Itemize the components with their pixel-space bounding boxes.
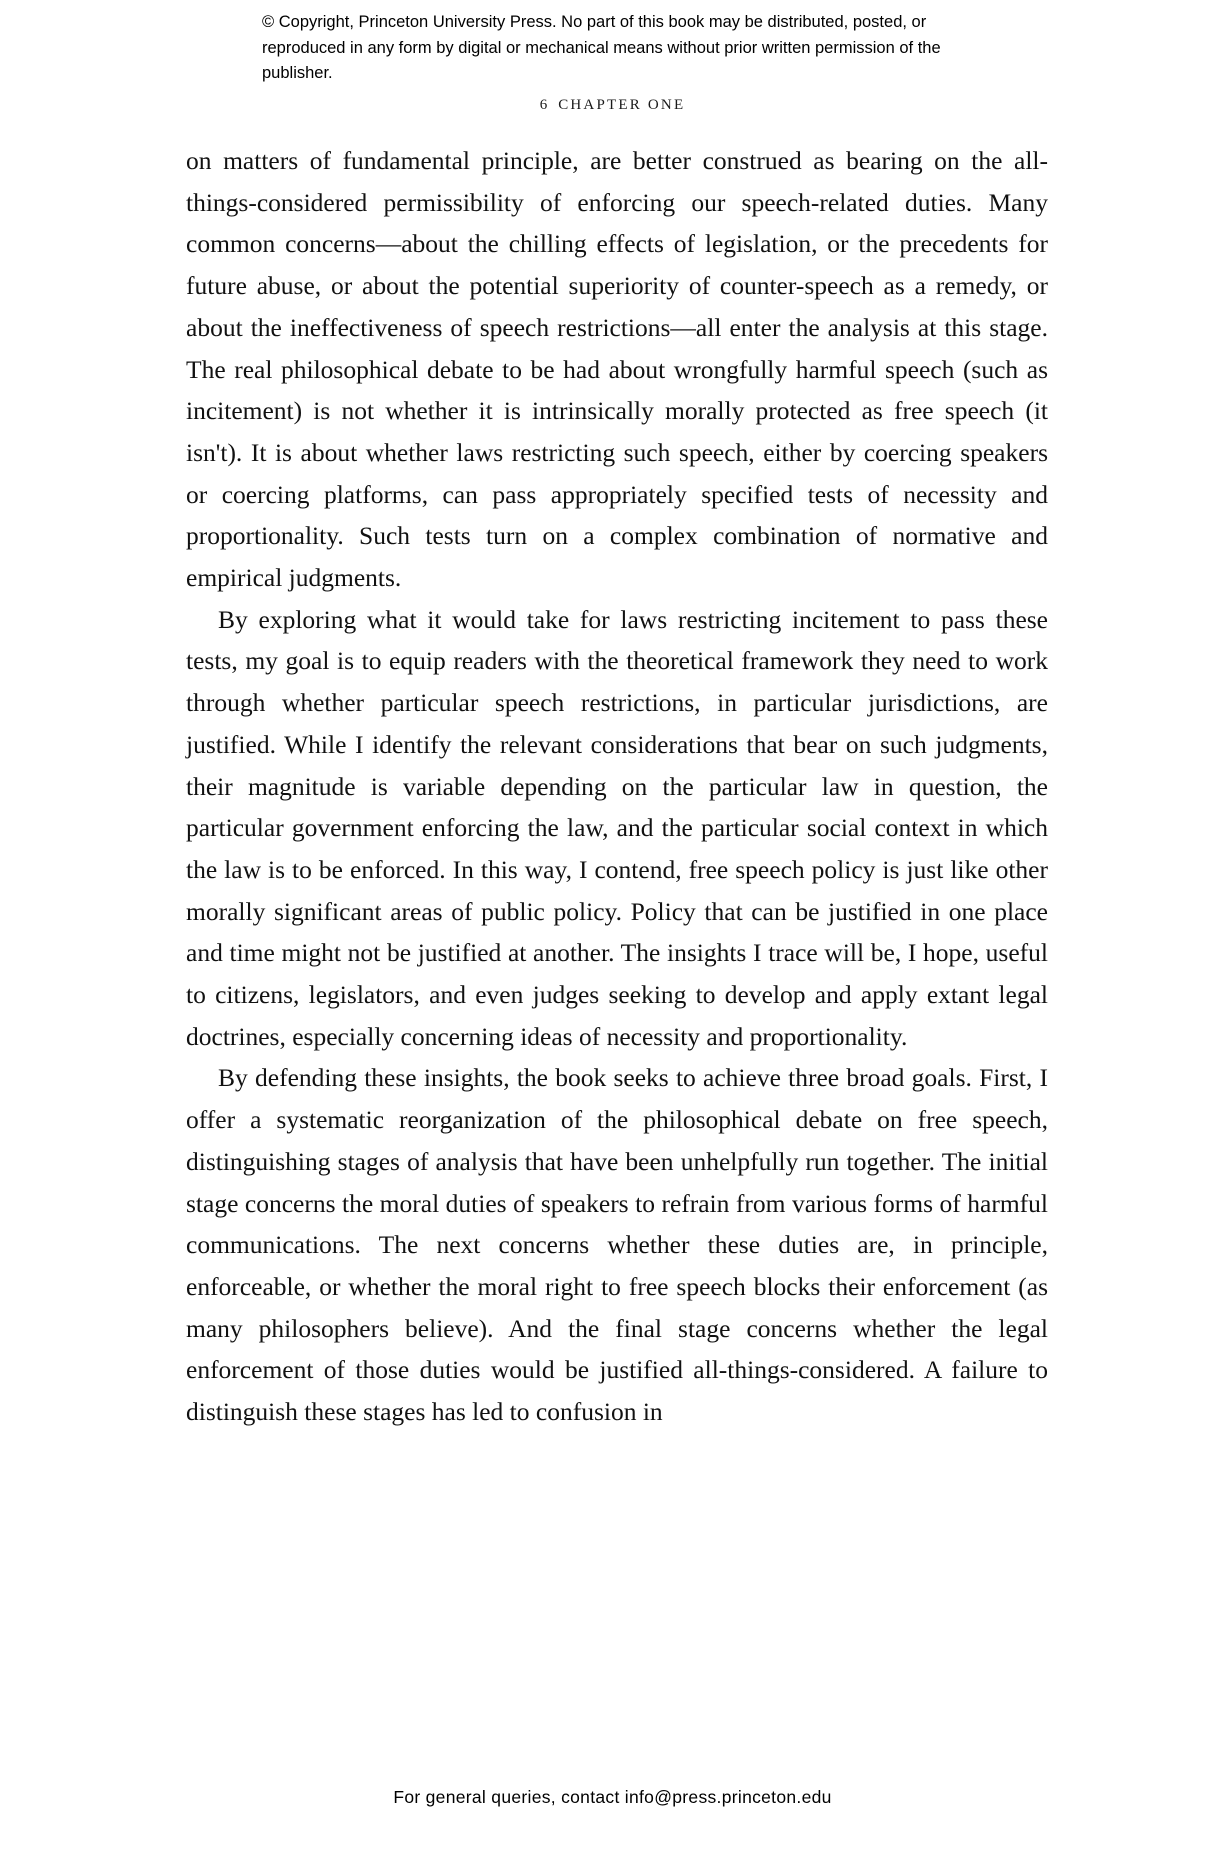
page-number: 6 xyxy=(539,97,549,113)
body-text xyxy=(186,140,1048,1433)
paragraph: By defending these insights, the book seeks to achieve three broad goals. First, I offer a systematic reorganization of the philosophical debate on free speech, distinguishing stages of analysis that have been unhelpfully run together. The initial stage concerns the moral duties of speakers to refrain from various forms of harmful communications. The next concerns whether these duties are, in principle, enforceable, or whether the moral right to free speech blocks their enforcement (as many philosophers believe). And the final stage concerns whether the legal enforcement of those duties would be justified all-things-considered. A failure to distinguish these stages has led to confusion in xyxy=(186,1063,1048,1427)
chapter-title: CHAPTER ONE xyxy=(558,97,686,113)
copyright-notice: © Copyright, Princeton University Press. No part of this book may be distributed, posted, or reproduced in any form by digital or mechanical means without prior written permission of the publisher. xyxy=(262,13,941,83)
running-head xyxy=(0,97,1225,114)
paragraph: on matters of fundamental principle, are better construed as bearing on the all-things-considered permissibility of enforcing our speech-related duties. Many common concerns—about the chilling effects of legislation, or the precedents for future abuse, or about the potential superiority of counter-speech as a remedy, or about the ineffectiveness of speech restrictions—all enter the analysis at this stage. The real philosophical debate to be had about wrongfully harmful speech (such as incitement) is not whether it is intrinsically morally protected as free speech (it isn't). It is about whether laws restricting such speech, either by coercing speakers or coercing platforms, can pass appropriately specified tests of necessity and proportionality. Such tests turn on a complex combination of normative and empirical judgments. xyxy=(186,146,1048,593)
paragraph: By exploring what it would take for laws restricting incitement to pass these tests, my goal is to equip readers with the theoretical framework they need to work through whether particular speech restrictions, in particular jurisdictions, are justified. While I identify the relevant considerations that bear on such judgments, their magnitude is variable depending on the particular law in question, the particular government enforcing the law, and the particular social context in which the law is to be enforced. In this way, I contend, free speech policy is just like other morally significant areas of public policy. Policy that can be justified in one place and time might not be justified at another. The insights I trace will be, I hope, useful to citizens, legislators, and even judges seeking to develop and apply extant legal doctrines, especially concerning ideas of necessity and proportionality. xyxy=(186,604,1048,1051)
footer-queries-note: For general queries, contact info@press.princeton.edu xyxy=(393,1787,832,1807)
